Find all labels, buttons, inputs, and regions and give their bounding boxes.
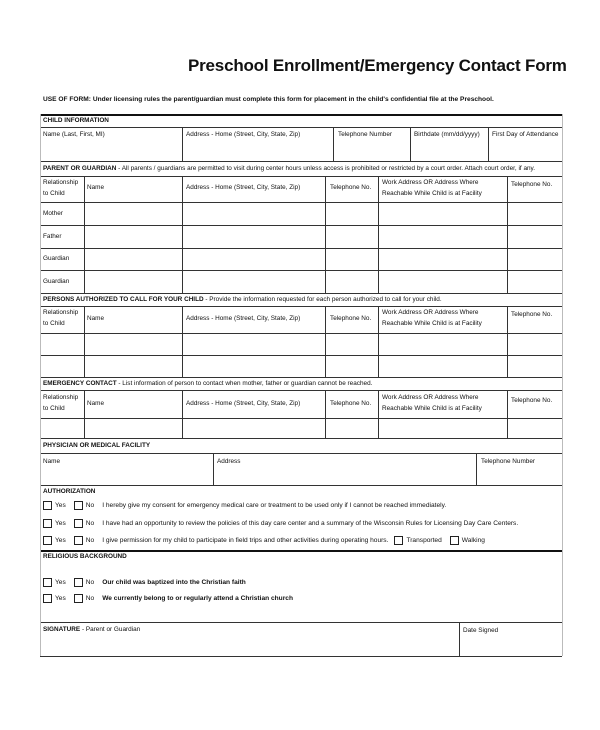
address-col: Address - Home (Street, City, State, Zip) [186,400,301,407]
form-title: Preschool Enrollment/Emergency Contact Form [188,56,567,75]
divider [40,306,562,307]
use-of-form-text: Under licensing rules the parent/guardian must complete this form for placement in the child's confidential file at the Preschool. [92,96,494,103]
signature-sub: - Parent or Guardian [80,626,141,633]
physician-heading: PHYSICIAN OR MEDICAL FACILITY [43,442,151,449]
divider [40,438,562,439]
divider [325,176,326,293]
divider [562,114,563,656]
authorization-row-1 [43,501,446,510]
child-phone-col: Telephone Number [338,131,392,138]
telephone-col: Telephone No. [511,181,553,188]
religious-text-2: We currently belong to or regularly attend a Christian church [102,595,293,602]
divider [40,656,562,657]
transported-checkbox[interactable] [394,536,403,545]
name-col: Name [87,315,105,322]
no-checkbox[interactable] [74,594,83,603]
divider [84,390,85,438]
divider [40,127,562,128]
rel-col-1: Relationship [43,179,79,186]
signature-label-line [43,625,140,635]
authorization-text-1: I hereby give my consent for emergency medical care or treatment to be used only if I cannot be reached immediately. [102,502,447,509]
telephone-col: Telephone No. [511,311,553,318]
work-col-2: Reachable While Child is at Facility [382,405,482,412]
yes-label: Yes [55,520,66,527]
phone-col: Telephone No. [330,184,372,191]
authorization-heading: AUTHORIZATION [43,488,96,495]
divider [40,176,562,177]
rel-col-1: Relationship [43,309,79,316]
child-birthdate-col: Birthdate (mm/dd/yyyy) [414,131,480,138]
divider [40,248,562,249]
authorization-text-3: I give permission for my child to participate in field trips and other activities during operating hours. [102,537,389,544]
child-name-col: Name (Last, First, MI) [43,131,105,138]
divider [182,127,183,161]
divider [40,390,562,391]
divider [40,418,562,419]
authorization-row-3 [43,536,493,545]
no-label: No [85,595,95,602]
row-guardian-1: Guardian [43,255,70,262]
walking-label: Walking [461,537,485,544]
divider [507,306,508,377]
divider [182,306,183,377]
no-checkbox[interactable] [74,536,83,545]
divider [40,202,562,203]
authorized-heading-line [43,295,442,305]
no-checkbox[interactable] [74,578,83,587]
divider [40,114,562,116]
religious-heading: RELIGIOUS BACKGROUND [43,553,127,560]
divider [333,127,334,161]
rel-col-2: to Child [43,405,65,412]
authorization-row-2 [43,519,518,528]
rel-col-2: to Child [43,190,65,197]
walking-checkbox[interactable] [450,536,459,545]
work-col-1: Work Address OR Address Where [382,309,479,316]
child-first-day-col: First Day of Attendance [492,131,559,138]
child-address-col: Address - Home (Street, City, State, Zip) [186,131,301,138]
divider [378,390,379,438]
divider [325,390,326,438]
divider [325,306,326,377]
work-col-1: Work Address OR Address Where [382,394,479,401]
address-col: Address - Home (Street, City, State, Zip) [186,184,301,191]
parent-note: - All parents / guardians are permitted to visit during center hours unless access is prohibited or restricted by a court order. Attach court order, if any. [116,165,536,172]
no-label: No [85,502,95,509]
emergency-heading-line [43,379,372,389]
divider [40,225,562,226]
no-label: No [85,579,95,586]
address-col: Address - Home (Street, City, State, Zip) [186,315,301,322]
parent-heading: PARENT OR GUARDIAN [43,165,117,172]
no-label: No [85,520,95,527]
child-info-heading: CHILD INFORMATION [43,117,109,124]
yes-checkbox[interactable] [43,578,52,587]
work-col-1: Work Address OR Address Where [382,179,479,186]
no-checkbox[interactable] [74,501,83,510]
row-mother: Mother [43,210,63,217]
divider [507,390,508,438]
divider [459,622,460,656]
work-col-2: Reachable While Child is at Facility [382,320,482,327]
divider [84,306,85,377]
transported-label: Transported [406,537,442,544]
rel-col-2: to Child [43,320,65,327]
authorization-text-2: I have had an opportunity to review the policies of this day care center and a summary of the Wisconsin Rules for Licensing Day Care Centers. [102,520,519,527]
name-col: Name [87,400,105,407]
row-guardian-2: Guardian [43,278,70,285]
yes-label: Yes [55,537,66,544]
religious-text-1: Our child was baptized into the Christian faith [102,579,246,586]
signature-label: SIGNATURE [43,626,81,633]
authorized-note: - Provide the information requested for each person authorized to call for your child. [203,296,442,303]
row-father: Father [43,233,62,240]
emergency-heading: EMERGENCY CONTACT [43,380,117,387]
divider [40,622,562,623]
phone-col: Telephone No. [330,400,372,407]
telephone-col: Telephone No. [511,397,553,404]
emergency-note: - List information of person to contact when mother, father or guardian cannot be reached. [116,380,373,387]
divider [40,377,562,378]
yes-checkbox[interactable] [43,519,52,528]
divider [84,176,85,293]
divider [40,453,562,454]
divider [378,306,379,377]
parent-heading-line [43,164,535,174]
use-of-form [43,96,494,103]
rel-col-1: Relationship [43,394,79,401]
no-label: No [85,537,95,544]
phone-col: Telephone No. [330,315,372,322]
yes-checkbox[interactable] [43,594,52,603]
divider [40,333,562,334]
authorized-heading: PERSONS AUTHORIZED TO CALL FOR YOUR CHILD [43,296,204,303]
physician-address-col: Address [217,458,241,465]
yes-label: Yes [55,502,66,509]
yes-checkbox[interactable] [43,536,52,545]
work-col-2: Reachable While Child is at Facility [382,190,482,197]
divider [40,485,562,486]
physician-name-col: Name [43,458,61,465]
use-of-form-label: USE OF FORM: [43,96,91,103]
divider [182,390,183,438]
divider [182,176,183,293]
divider [476,453,477,485]
divider [378,176,379,293]
divider [507,176,508,293]
divider [40,270,562,271]
date-signed-label: Date Signed [463,627,499,634]
no-checkbox[interactable] [74,519,83,528]
yes-label: Yes [55,579,66,586]
divider [40,355,562,356]
divider [488,127,489,161]
divider [40,161,562,162]
name-col: Name [87,184,105,191]
divider [213,453,214,485]
yes-checkbox[interactable] [43,501,52,510]
religious-row-1 [43,578,246,587]
divider [410,127,411,161]
physician-phone-col: Telephone Number [481,458,535,465]
divider [40,293,562,294]
yes-label: Yes [55,595,66,602]
divider [40,114,41,656]
religious-row-2 [43,594,293,603]
